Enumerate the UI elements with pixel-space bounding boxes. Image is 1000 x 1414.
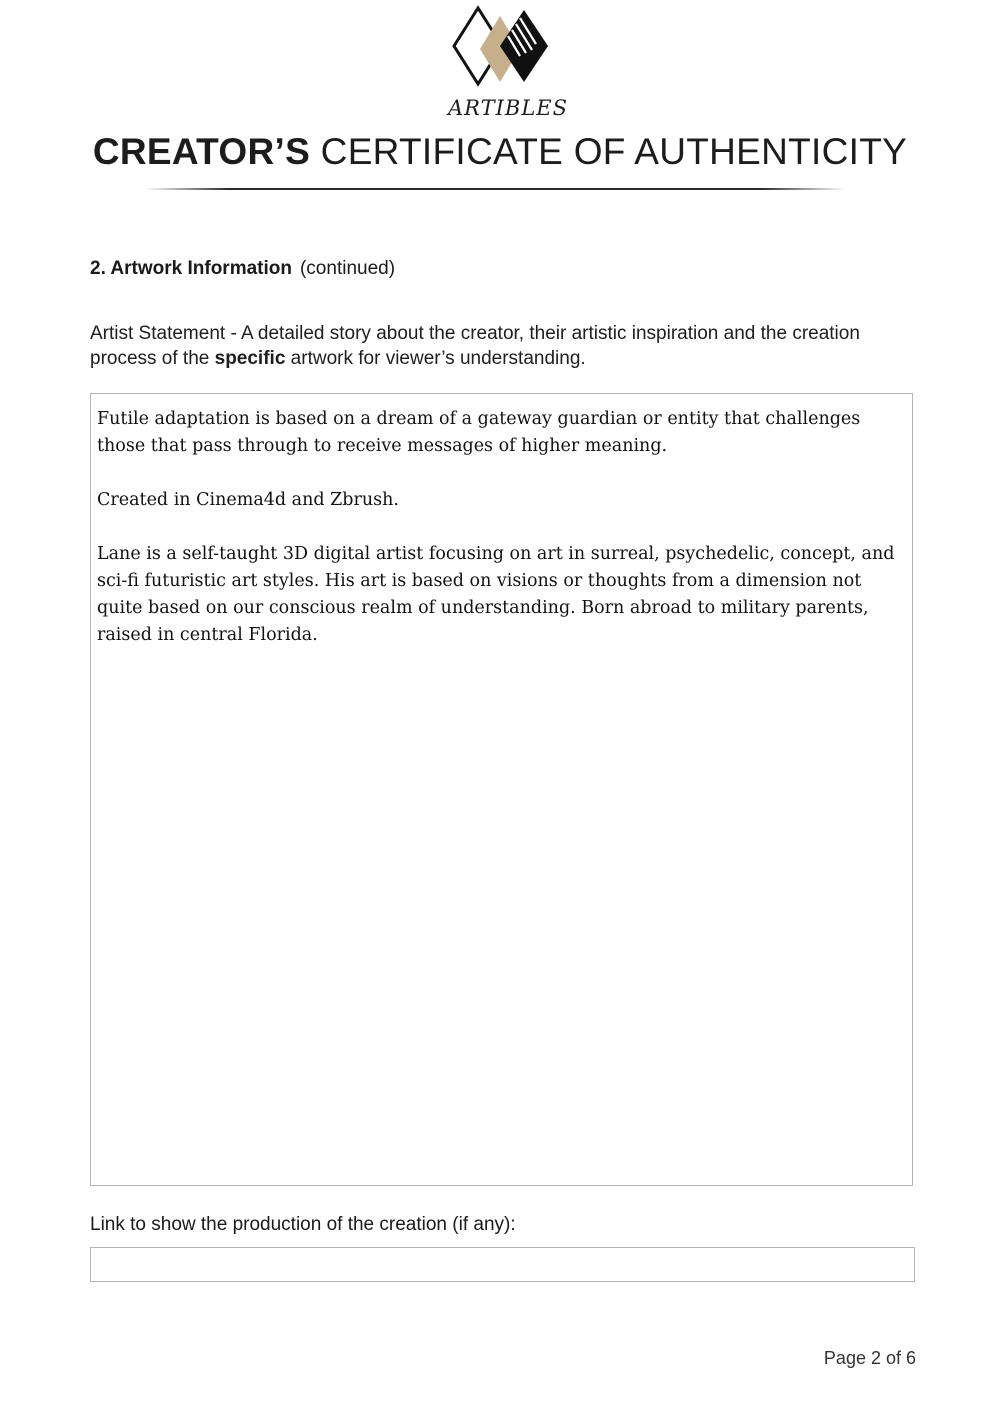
- prompt-text-end: artwork for viewer’s understanding.: [285, 348, 586, 369]
- black-diamond-shape: [500, 10, 548, 82]
- statement-paragraph: Lane is a self-taught 3D digital artist focusing on art in surreal, psychedelic, concept, and sci-fi futuristic art styles. His art is based on visions or thoughts from a dimension not quite based on our conscious realm of understanding. Born abroad to military parents, raised in central Florida.: [97, 544, 895, 645]
- section-heading-title: 2. Artwork Information: [90, 258, 292, 279]
- production-link-label: Link to show the production of the creation (if any):: [90, 1214, 516, 1235]
- prompt-text-start: Artist Statement - A detailed story about the creator, their artistic inspiration and the creation process of the: [90, 323, 860, 369]
- certificate-title-rest: CERTIFICATE OF AUTHENTICITY: [320, 131, 908, 172]
- statement-paragraph: Futile adaptation is based on a dream of a gateway guardian or entity that challenges those that pass through to receive messages of higher meaning.: [97, 409, 861, 456]
- logo-wordmark: ARTIBLES: [448, 96, 569, 120]
- page-number: Page 2 of 6: [823, 1348, 916, 1368]
- certificate-title-bold: CREATOR’S: [92, 131, 311, 172]
- artist-statement-field[interactable]: [90, 393, 913, 1186]
- prompt-emphasis: specific: [214, 348, 286, 369]
- artibles-logo: [448, 4, 569, 130]
- diamond-logo-icon: [448, 4, 560, 96]
- statement-paragraph: Created in Cinema4d and Zbrush.: [97, 490, 399, 510]
- certificate-title: [0, 128, 1000, 176]
- artist-statement-prompt: [90, 321, 910, 371]
- header-divider: [145, 188, 845, 190]
- section-heading-suffix: (continued): [299, 258, 396, 279]
- section-heading: [90, 256, 395, 282]
- production-link-field[interactable]: [90, 1247, 915, 1282]
